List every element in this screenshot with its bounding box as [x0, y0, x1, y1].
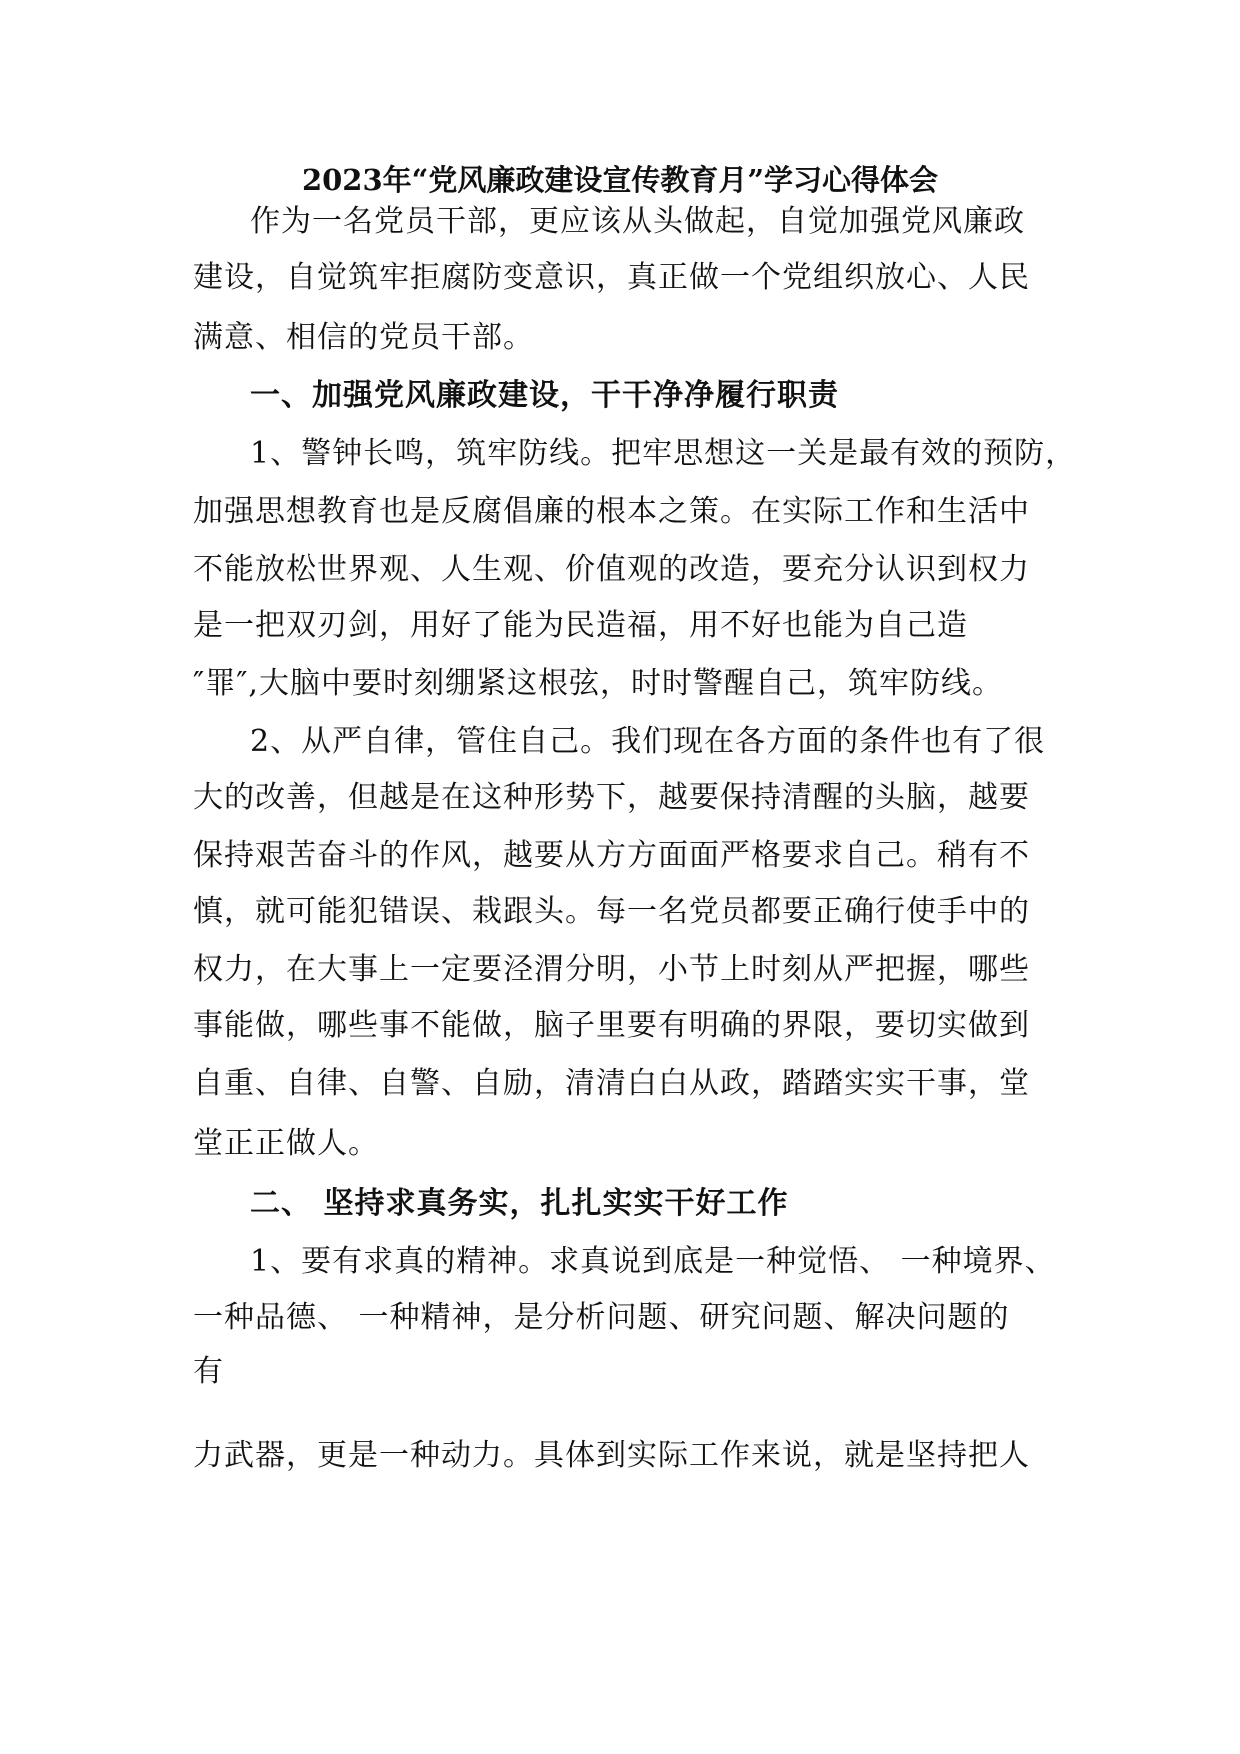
paragraph-line: 有 [193, 1354, 224, 1389]
section-heading-2: 二、 坚持求真务实，扎扎实实干好工作 [250, 1186, 789, 1221]
paragraph-line: 满意、相信的党员干部。 [193, 320, 534, 355]
paragraph-line: ″罪″,大脑中要时刻绷紧这根弦，时时警醒自己，筑牢防线。 [193, 666, 1003, 701]
paragraph-line: 作为一名党员干部，更应该从头做起，自觉加强党风廉政 [250, 204, 1025, 239]
paragraph-line: 自重、自律、自警、自励，清清白白从政，踏踏实实干事，堂 [193, 1066, 1030, 1101]
section-heading-1: 一、加强党风廉政建设，干干净净履行职责 [250, 378, 839, 413]
paragraph-line: 建设，自觉筑牢拒腐防变意识，真正做一个党组织放心、人民 [193, 260, 1030, 295]
paragraph-line: 不能放松世界观、人生观、价值观的改造，要充分认识到权力 [193, 552, 1030, 587]
paragraph-line: 一种品德、 一种精神，是分析问题、研究问题、解决问题的 [193, 1300, 1010, 1335]
paragraph-line: 加强思想教育也是反腐倡廉的根本之策。在实际工作和生活中 [193, 494, 1030, 529]
paragraph-line: 2、从严自律，管住自己。我们现在各方面的条件也有了很 [250, 724, 1046, 759]
document-title: 2023年“党风廉政建设宣传教育月”学习心得体会 [301, 163, 939, 197]
paragraph-line: 是一把双刃剑，用好了能为民造福，用不好也能为自己造 [193, 608, 968, 643]
paragraph-line: 保持艰苦奋斗的作风，越要从方方面面严格要求自己。稍有不 [193, 838, 1030, 873]
paragraph-line: 大的改善，但越是在这种形势下，越要保持清醒的头脑，越要 [193, 780, 1030, 815]
paragraph-line: 1、要有求真的精神。求真说到底是一种觉悟、 一种境界、 [250, 1244, 1056, 1279]
paragraph-line: 力武器，更是一种动力。具体到实际工作来说，就是坚持把人 [193, 1438, 1030, 1473]
paragraph-line: 事能做，哪些事不能做，脑子里要有明确的界限，要切实做到 [193, 1008, 1030, 1043]
paragraph-line: 权力，在大事上一定要泾渭分明，小节上时刻从严把握，哪些 [193, 952, 1030, 987]
paragraph-line: 1、警钟长鸣，筑牢防线。把牢思想这一关是最有效的预防， [250, 436, 1077, 471]
paragraph-line: 堂正正做人。 [193, 1126, 379, 1161]
paragraph-line: 慎，就可能犯错误、栽跟头。每一名党员都要正确行使手中的 [193, 894, 1030, 929]
